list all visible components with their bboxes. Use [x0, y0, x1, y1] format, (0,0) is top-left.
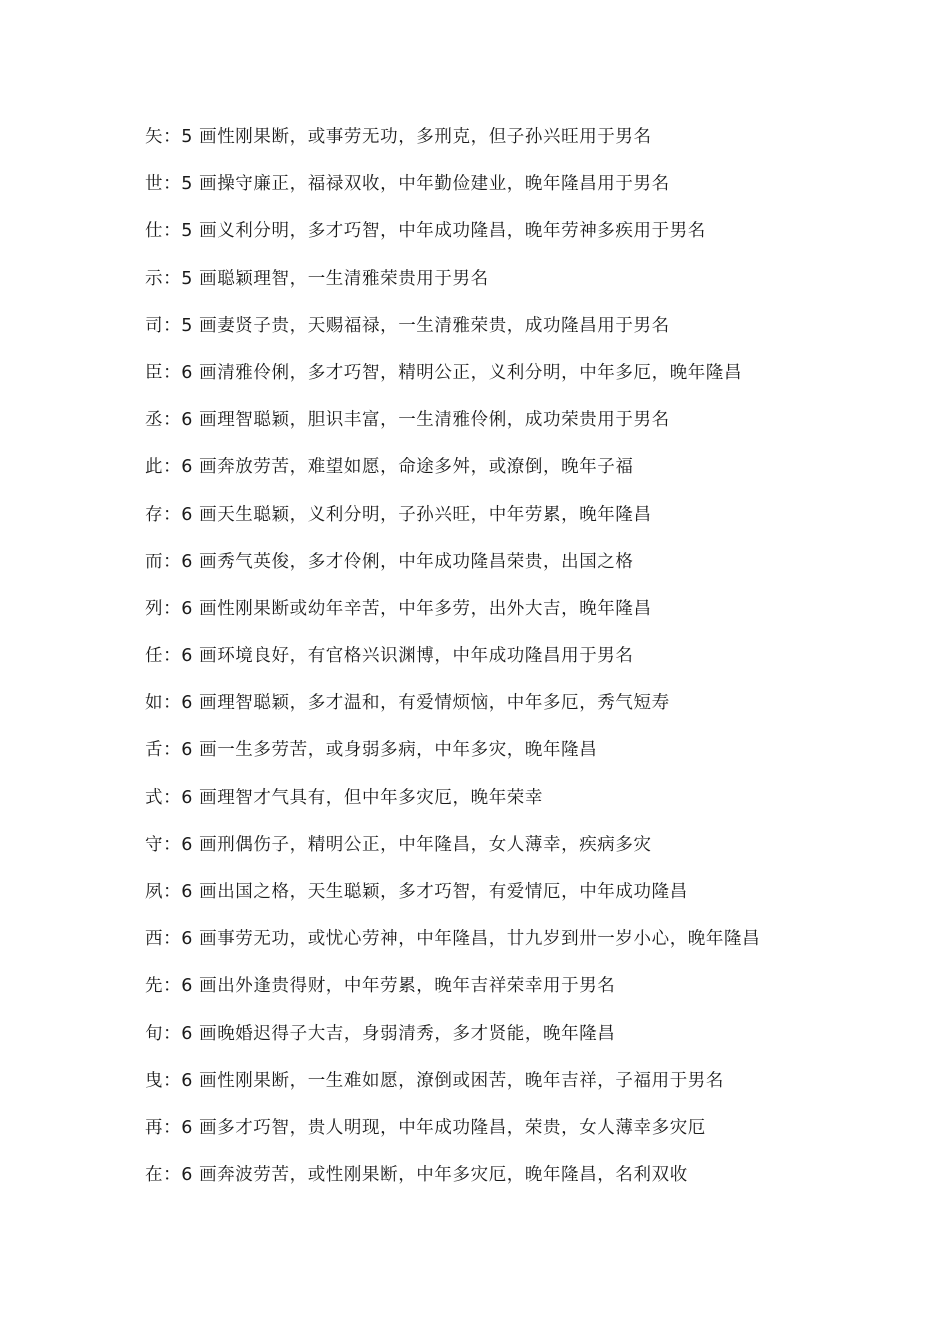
character-entry: 丞：6 画理智聪颖，胆识丰富，一生清雅伶俐，成功荣贵用于男名: [145, 410, 670, 431]
character-entry: 司：5 画妻贤子贵，天赐福禄，一生清雅荣贵，成功隆昌用于男名: [145, 315, 670, 336]
character-entry: 曳：6 画性刚果断，一生难如愿，潦倒或困苦，晚年吉祥，子福用于男名: [145, 1070, 724, 1091]
character-entry: 守：6 画刑偶伤子，精明公正，中年隆昌，女人薄幸，疾病多灾: [145, 834, 652, 855]
character-entry: 列：6 画性刚果断或幼年辛苦，中年多劳，出外大吉，晚年隆昌: [145, 598, 652, 619]
character-entry: 示：5 画聪颖理智，一生清雅荣贵用于男名: [145, 268, 489, 289]
character-entry: 世：5 画操守廉正，福禄双收，中年勤俭建业，晚年隆昌用于男名: [145, 174, 670, 195]
character-entry: 仕：5 画义利分明，多才巧智，中年成功隆昌，晚年劳神多疾用于男名: [145, 221, 706, 242]
character-entry: 旬：6 画晚婚迟得子大吉，身弱清秀，多才贤能，晚年隆昌: [145, 1023, 616, 1044]
character-entry: 式：6 画理智才气具有，但中年多灾厄，晚年荣幸: [145, 787, 543, 808]
character-entry: 夙：6 画出国之格，天生聪颖，多才巧智，有爱情厄，中年成功隆昌: [145, 882, 688, 902]
character-entry: 任：6 画环境良好，有官格兴识渊博，中年成功隆昌用于男名: [145, 646, 634, 667]
character-entry: 西：6 画事劳无功，或忧心劳神，中年隆昌，廿九岁到卅一岁小心，晚年隆昌: [145, 929, 761, 950]
character-entry: 先：6 画出外逢贵得财，中年劳累，晚年吉祥荣幸用于男名: [145, 976, 616, 997]
character-entry-list: [145, 121, 925, 1206]
character-entry: 而：6 画秀气英俊，多才伶俐，中年成功隆昌荣贵，出国之格: [145, 551, 634, 572]
character-entry: 存：6 画天生聪颖，义利分明，子孙兴旺，中年劳累，晚年隆昌: [145, 504, 652, 525]
character-entry: 臣：6 画清雅伶俐，多才巧智，精明公正，义利分明，中年多厄，晚年隆昌: [145, 362, 743, 383]
character-entry: 矢：5 画性刚果断，或事劳无功，多刑克，但子孙兴旺用于男名: [145, 127, 652, 147]
character-entry: 舌：6 画一生多劳苦，或身弱多病，中年多灾，晚年隆昌: [145, 740, 598, 761]
character-entry: 如：6 画理智聪颖，多才温和，有爱情烦恼，中年多厄，秀气短寿: [145, 693, 670, 714]
character-entry: 在：6 画奔波劳苦，或性刚果断，中年多灾厄，晚年隆昌，名利双收: [145, 1165, 688, 1186]
character-entry: 再：6 画多才巧智，贵人明现，中年成功隆昌，荣贵，女人薄幸多灾厄: [145, 1117, 706, 1138]
character-entry: 此：6 画奔放劳苦，难望如愿，命途多舛，或潦倒，晚年子福: [145, 457, 634, 478]
